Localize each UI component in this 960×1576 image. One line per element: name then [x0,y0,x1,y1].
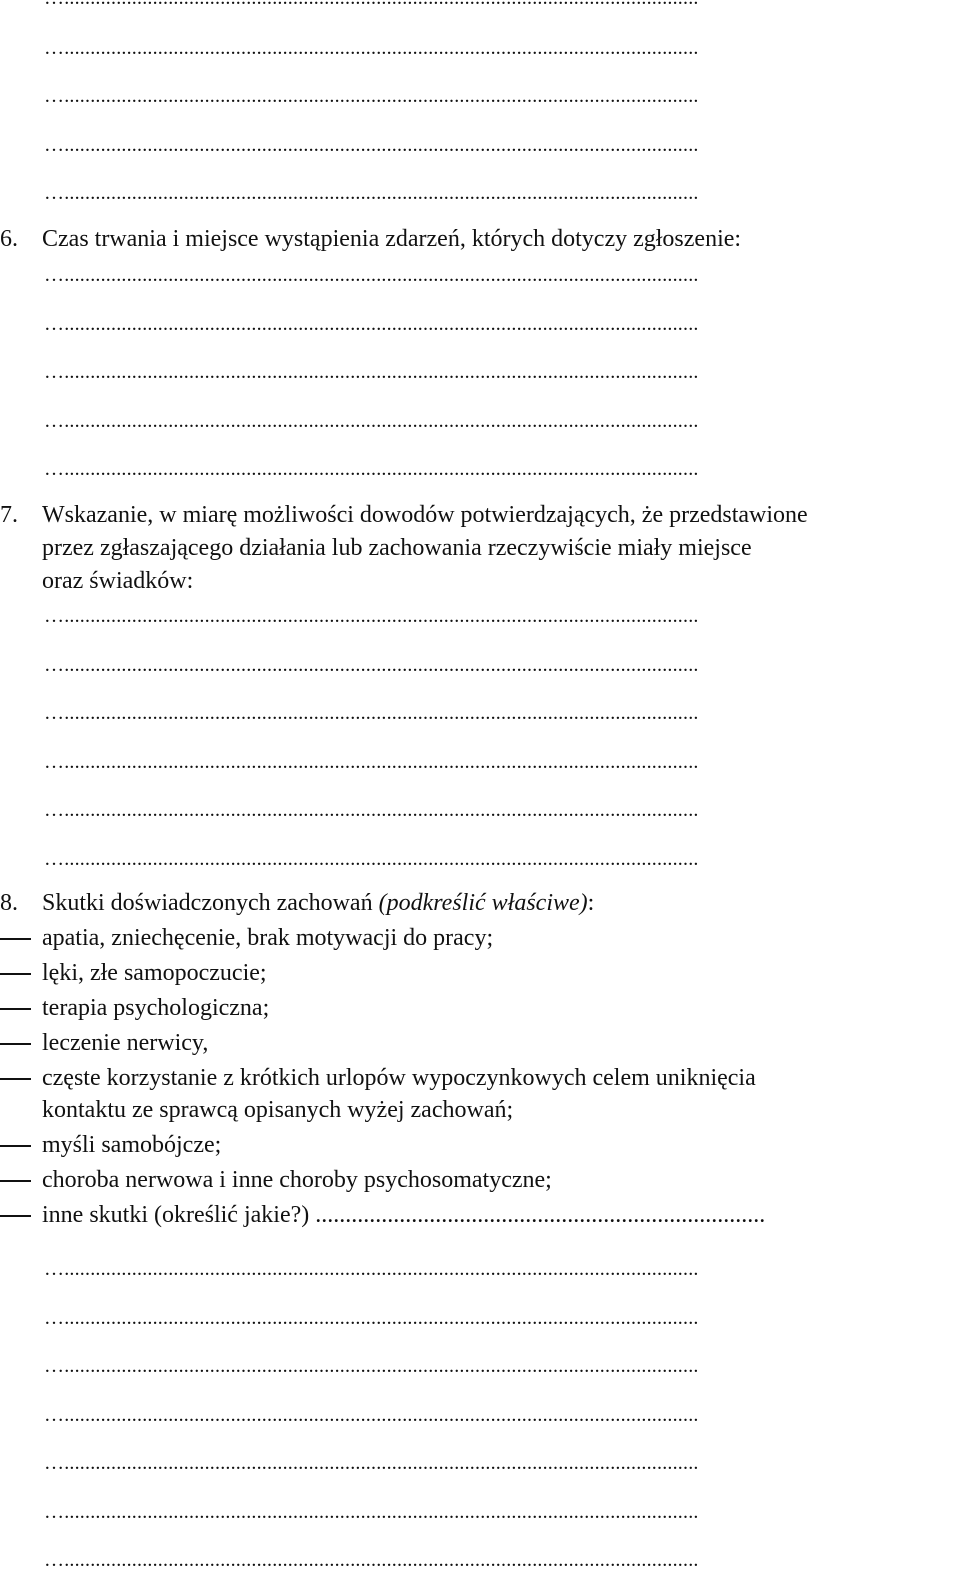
dash-bullet [0,938,31,940]
section-8-title [42,888,594,918]
dotted-line: ….......................................................................................................................... [44,1453,699,1473]
section-7-line: przez zgłaszającego działania lub zachowania rzeczywiście miały miejsce [42,535,752,561]
dash-bullet [0,1008,31,1010]
dotted-line: ….......................................................................................................................... [44,265,699,285]
dotted-line: ….......................................................................................................................... [44,135,699,155]
section-8-number: 8. [0,890,18,916]
effect-item: częste korzystanie z krótkich urlopów wypoczynkowych celem uniknięcia [42,1065,756,1091]
section-7-line: oraz świadków: [42,568,194,594]
dotted-line: ….......................................................................................................................... [44,314,699,334]
dash-bullet [0,1043,31,1045]
effect-item: leczenie nerwicy, [42,1030,209,1056]
effect-item-other: inne skutki (określić jakie?) ........................................................................... [42,1202,766,1228]
effect-item: myśli samobójcze; [42,1132,222,1158]
effect-item: lęki, złe samopoczucie; [42,960,267,986]
section-8-title-colon: : [587,890,595,916]
section-6-title: Czas trwania i miejsce wystąpienia zdarzeń, których dotyczy zgłoszenie: [42,226,742,252]
dotted-line: ….......................................................................................................................... [44,606,699,626]
dotted-line: ….......................................................................................................................... [44,1550,699,1570]
section-8-title-note: (podkreślić właściwe) [378,890,588,916]
dash-bullet [0,1078,31,1080]
dotted-line: ….......................................................................................................................... [44,1259,699,1279]
dotted-line: ….......................................................................................................................... [44,86,699,106]
dotted-line: ….......................................................................................................................... [44,1356,699,1376]
dotted-line: ….......................................................................................................................... [44,703,699,723]
dotted-line: ….......................................................................................................................... [44,362,699,382]
effect-item-continuation: kontaktu ze sprawcą opisanych wyżej zachowań; [42,1097,514,1123]
dotted-line: ….......................................................................................................................... [44,1405,699,1425]
dotted-line: ….......................................................................................................................... [44,849,699,869]
section-7-number: 7. [0,502,18,528]
section-6-number: 6. [0,226,18,252]
effect-item: choroba nerwowa i inne choroby psychosomatyczne; [42,1167,552,1193]
effect-item: terapia psychologiczna; [42,995,270,1021]
effect-item: apatia, zniechęcenie, brak motywacji do pracy; [42,925,494,951]
dotted-line: ….......................................................................................................................... [44,752,699,772]
section-7-line: Wskazanie, w miarę możliwości dowodów potwierdzających, że przedstawione [42,502,808,528]
dash-bullet [0,1145,31,1147]
dotted-line: ….......................................................................................................................... [44,411,699,431]
dotted-line: ….......................................................................................................................... [44,38,699,58]
dotted-line: ….......................................................................................................................... [44,459,699,479]
dotted-line: ….......................................................................................................................... [44,655,699,675]
dash-bullet [0,973,31,975]
dash-bullet [0,1215,31,1217]
section-8-title-text: Skutki doświadczonych zachowań [42,890,379,916]
dotted-line: ….......................................................................................................................... [44,1308,699,1328]
dash-bullet [0,1180,31,1182]
dotted-line: ….......................................................................................................................... [44,1502,699,1522]
dotted-line: ….......................................................................................................................... [44,183,699,203]
dotted-line: ….......................................................................................................................... [44,800,699,820]
dotted-line [44,0,954,8]
